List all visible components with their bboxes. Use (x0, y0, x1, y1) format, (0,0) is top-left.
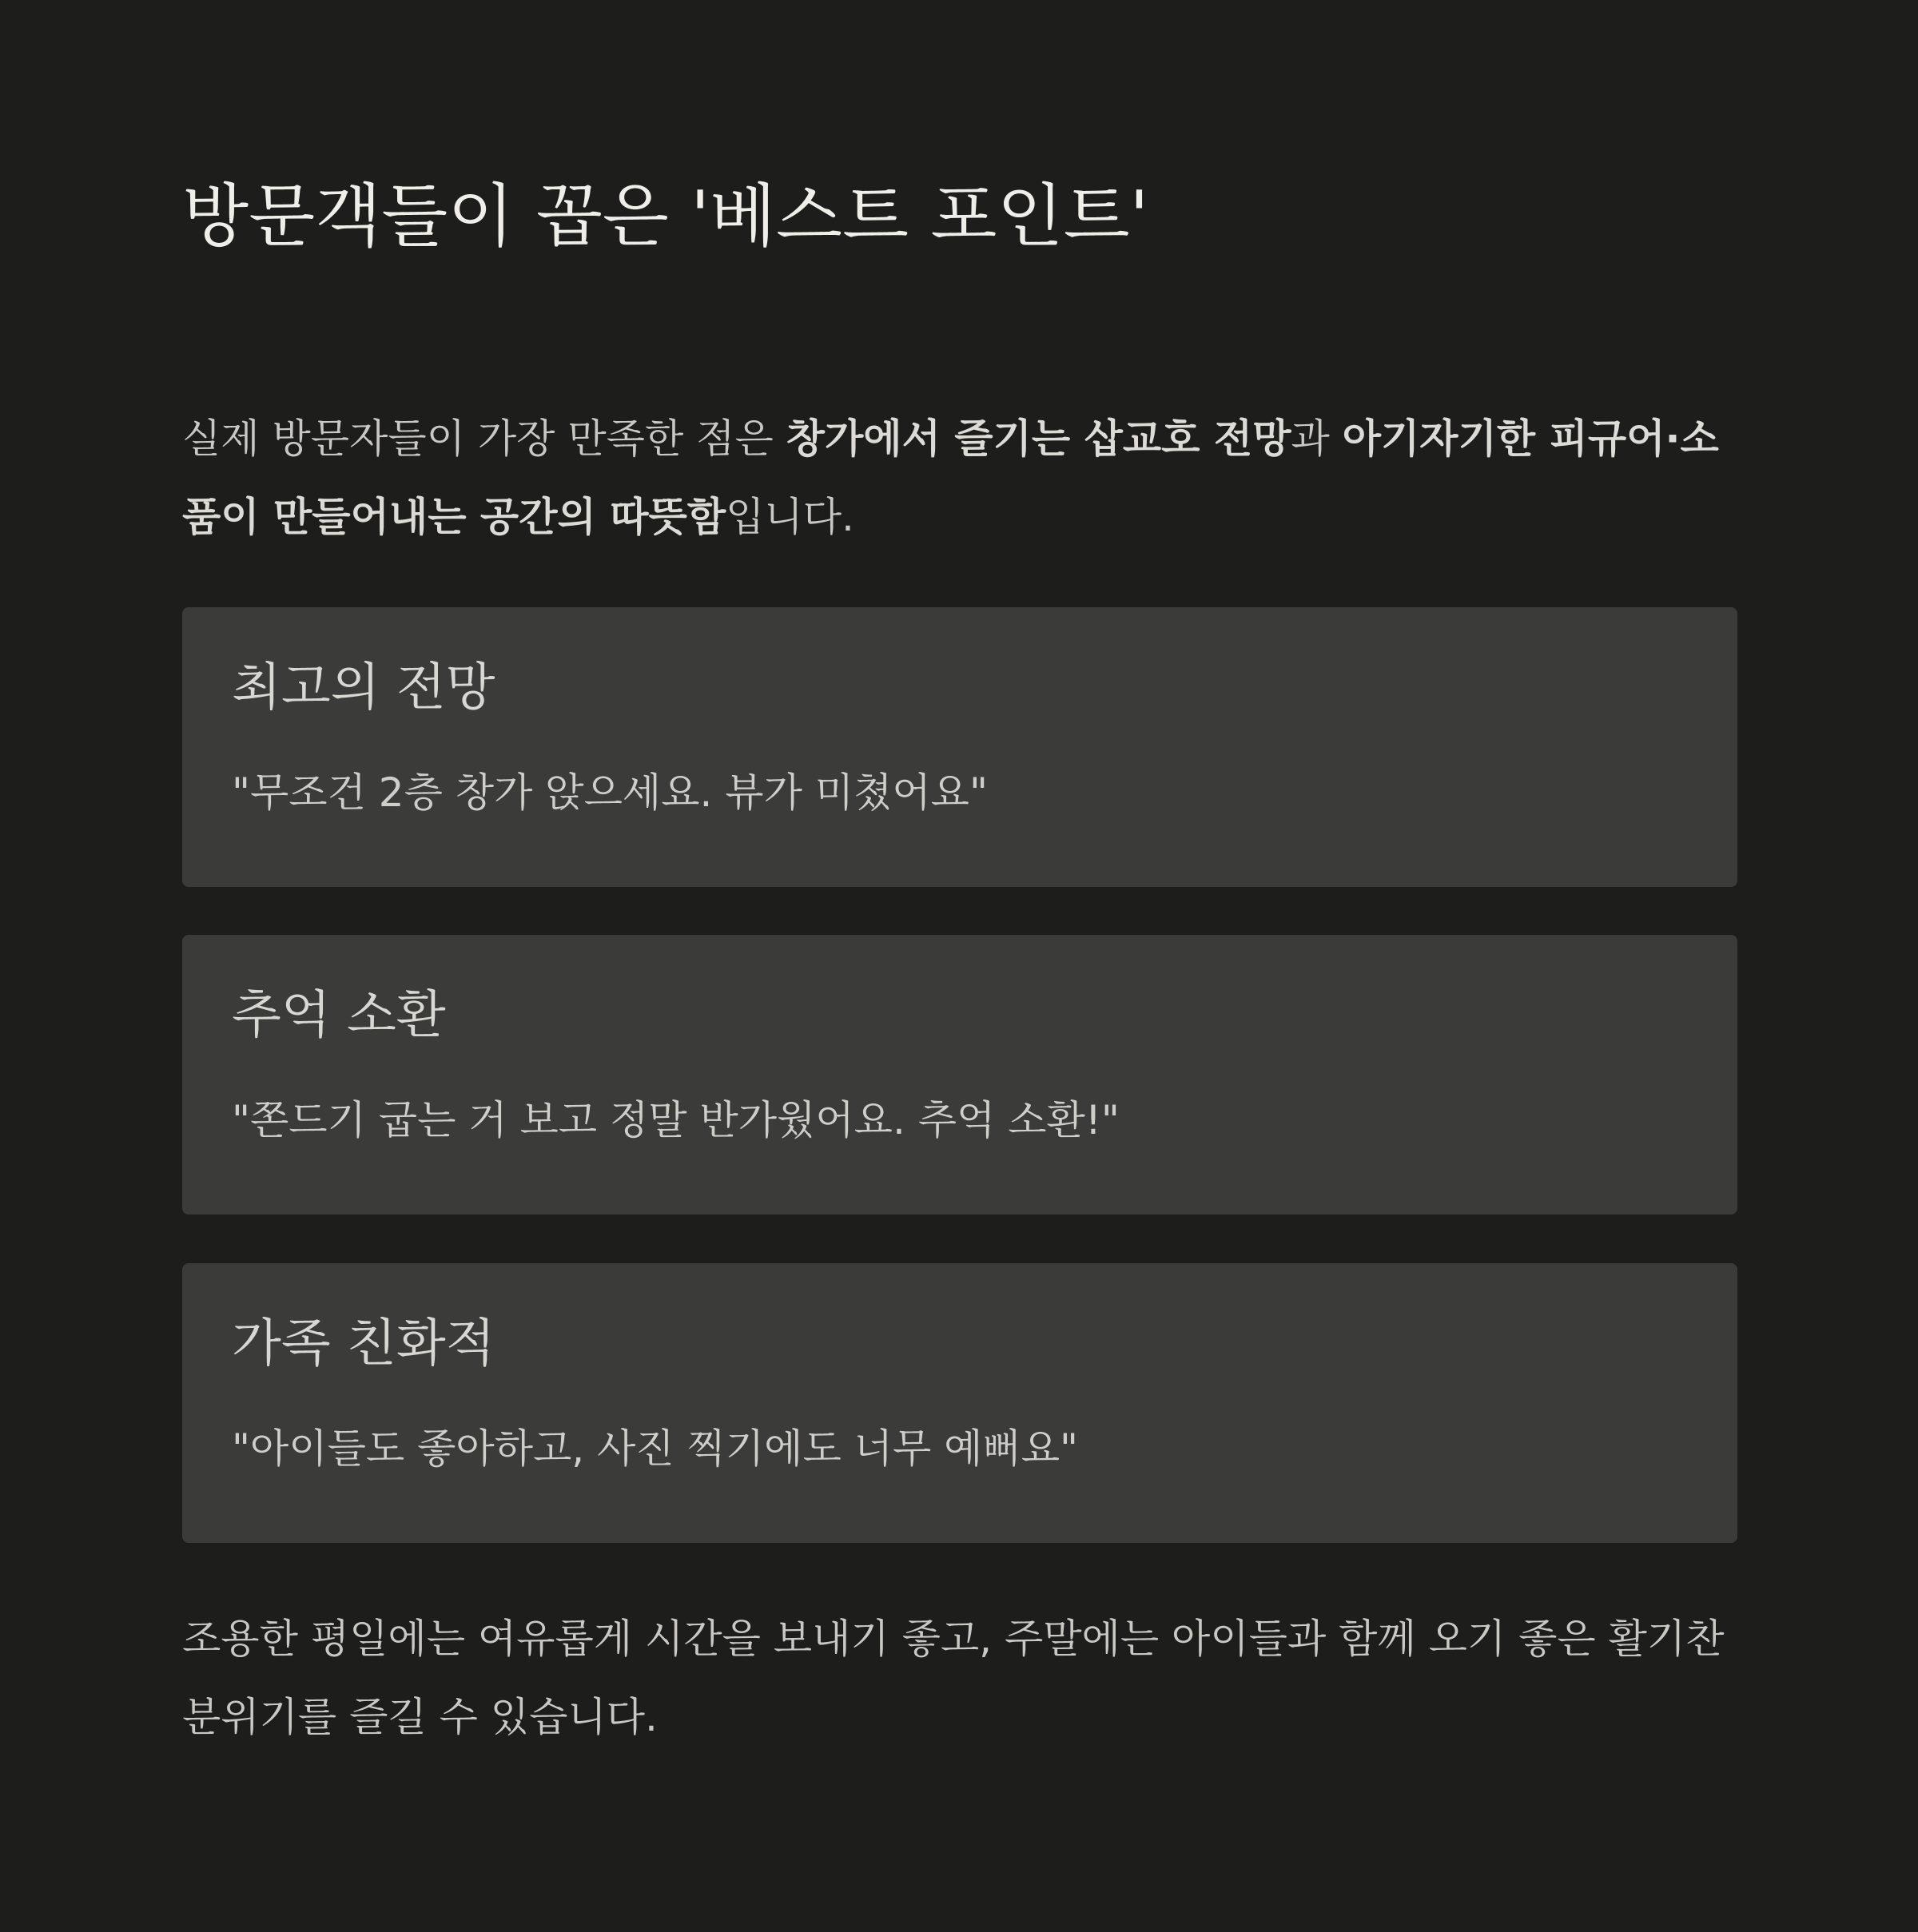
intro-highlight-warmth: 아기자기한 피규어·소품이 만들어내는 공간의 따뜻함 (182, 415, 1719, 540)
intro-text-2: 과 (1291, 415, 1343, 462)
page-title: 방문객들이 꼽은 '베스트 포인트' (182, 177, 1149, 256)
outro-paragraph: 조용한 평일에는 여유롭게 시간을 보내기 좋고, 주말에는 아이들과 함께 오기 좋은 활기찬 분위기를 즐길 수 있습니다. (182, 1616, 1725, 1740)
intro-highlight-view: 창가에서 즐기는 삽교호 전망 (786, 415, 1291, 462)
card-heading: 최고의 전망 (232, 658, 495, 718)
card-heading: 추억 소환 (232, 986, 446, 1045)
intro-text-3: 입니다. (726, 494, 854, 540)
review-card-nostalgia (182, 935, 1737, 1214)
review-card-family (182, 1263, 1737, 1543)
card-quote: "무조건 2층 창가 앉으세요. 뷰가 미쳤어요" (232, 769, 988, 816)
card-quote: "아이들도 좋아하고, 사진 찍기에도 너무 예뻐요" (232, 1425, 1079, 1472)
intro-paragraph (182, 400, 1737, 556)
intro-text-1: 실제 방문자들이 가장 만족한 점은 (182, 415, 786, 462)
review-card-view (182, 607, 1737, 887)
card-quote: "쫀드기 굽는 거 보고 정말 반가웠어요. 추억 소환!" (232, 1097, 1120, 1143)
card-heading: 가족 친화적 (232, 1314, 495, 1373)
